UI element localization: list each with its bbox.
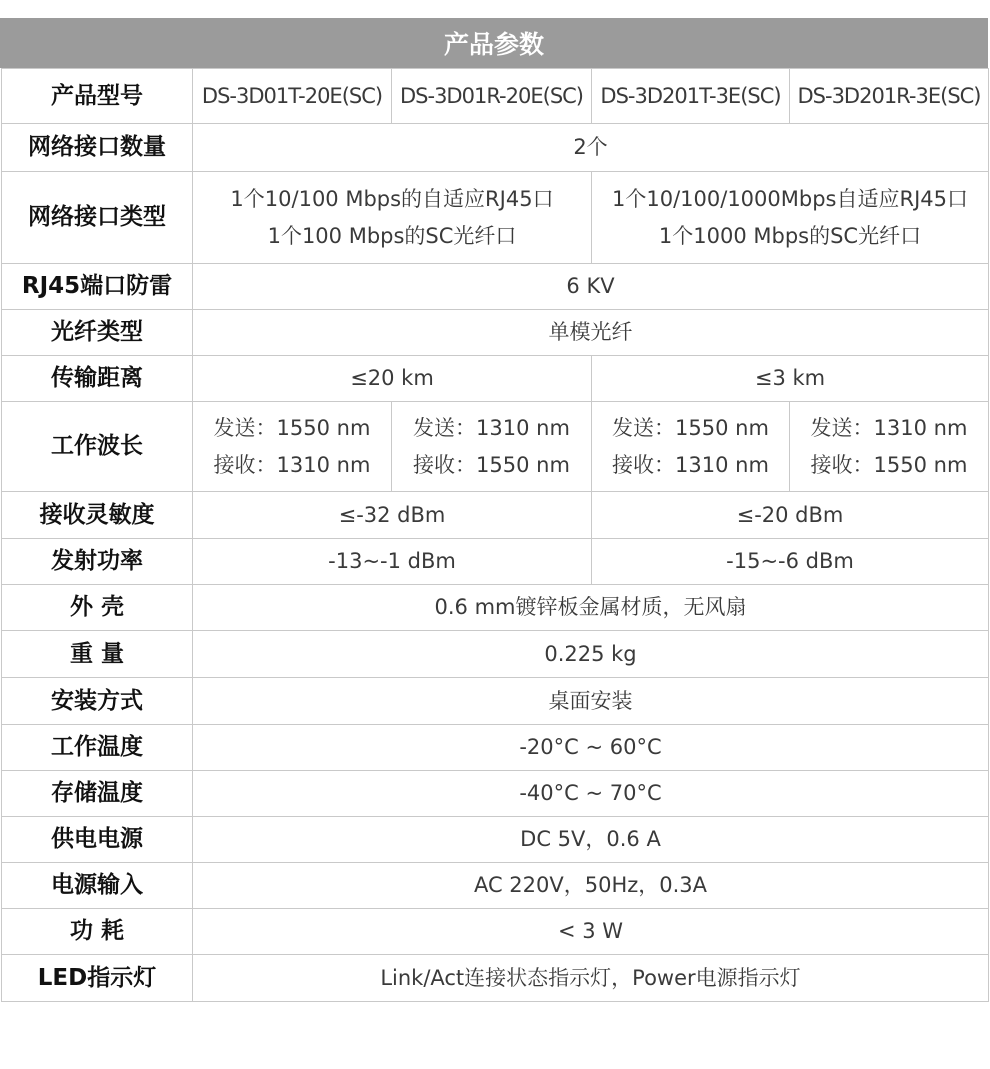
- value-cell: -13~-1 dBm: [193, 539, 592, 585]
- value-cell: DC 5V，0.6 A: [193, 817, 989, 863]
- wavelength-rx: 接收：1310 nm: [213, 452, 371, 477]
- table-row: [2, 955, 989, 1002]
- row-label: 功 耗: [2, 909, 193, 955]
- row-label: 网络接口类型: [2, 172, 193, 264]
- value-cell: 0.225 kg: [193, 631, 989, 678]
- row-label: RJ45端口防雷: [2, 264, 193, 310]
- value-cell: 0.6 mm镀锌板金属材质，无风扇: [193, 585, 989, 631]
- row-label: 光纤类型: [2, 310, 193, 356]
- value-cell: [193, 172, 592, 264]
- row-label: 发射功率: [2, 539, 193, 585]
- value-cell: 6 KV: [193, 264, 989, 310]
- table-row: [2, 310, 989, 356]
- row-label: 传输距离: [2, 356, 193, 402]
- value-cell: -40°C ~ 70°C: [193, 771, 989, 817]
- table-row: [2, 909, 989, 955]
- value-cell: 桌面安装: [193, 678, 989, 725]
- table-row: [2, 69, 989, 124]
- wavelength-tx: 发送：1310 nm: [810, 415, 968, 440]
- table-row: [2, 631, 989, 678]
- wavelength-tx: 发送：1550 nm: [612, 415, 769, 440]
- table-row: [2, 492, 989, 539]
- wavelength-tx: 发送：1550 nm: [213, 415, 371, 440]
- row-label: 外 壳: [2, 585, 193, 631]
- model-cell: DS-3D01T-20E(SC): [193, 69, 392, 124]
- row-label: 接收灵敏度: [2, 492, 193, 539]
- value-cell: AC 220V，50Hz，0.3A: [193, 863, 989, 909]
- table-title: 产品参数: [0, 18, 988, 68]
- model-cell: DS-3D201R-3E(SC): [790, 69, 989, 124]
- row-label: 网络接口数量: [2, 124, 193, 172]
- table-row: [2, 356, 989, 402]
- value-cell: [592, 402, 790, 492]
- row-label: 存储温度: [2, 771, 193, 817]
- wavelength-rx: 接收：1310 nm: [612, 452, 769, 477]
- table-row: [2, 771, 989, 817]
- value-cell: 2个: [193, 124, 989, 172]
- row-label: 工作波长: [2, 402, 193, 492]
- table-row: [2, 817, 989, 863]
- wavelength-rx: 接收：1550 nm: [810, 452, 968, 477]
- value-cell: [592, 172, 989, 264]
- table-row: [2, 124, 989, 172]
- value-cell: Link/Act连接状态指示灯，Power电源指示灯: [193, 955, 989, 1002]
- port-type-line: 1个1000 Mbps的SC光纤口: [658, 223, 922, 248]
- table-row: [2, 402, 989, 492]
- value-cell: ≤20 km: [193, 356, 592, 402]
- row-label: LED指示灯: [2, 955, 193, 1002]
- table-row: [2, 264, 989, 310]
- row-label: 重 量: [2, 631, 193, 678]
- row-label: 电源输入: [2, 863, 193, 909]
- value-cell: [193, 402, 392, 492]
- wavelength-tx: 发送：1310 nm: [413, 415, 570, 440]
- value-cell: -15~-6 dBm: [592, 539, 989, 585]
- value-cell: -20°C ~ 60°C: [193, 725, 989, 771]
- model-cell: DS-3D01R-20E(SC): [392, 69, 592, 124]
- spec-table: [1, 68, 989, 1002]
- row-label: 安装方式: [2, 678, 193, 725]
- value-cell: [790, 402, 989, 492]
- value-cell: 单模光纤: [193, 310, 989, 356]
- row-label: 产品型号: [2, 69, 193, 124]
- port-type-line: 1个10/100/1000Mbps自适应RJ45口: [612, 186, 968, 211]
- wavelength-rx: 接收：1550 nm: [413, 452, 570, 477]
- port-type-line: 1个10/100 Mbps的自适应RJ45口: [230, 186, 554, 211]
- table-row: [2, 539, 989, 585]
- row-label: 工作温度: [2, 725, 193, 771]
- value-cell: < 3 W: [193, 909, 989, 955]
- port-type-line: 1个100 Mbps的SC光纤口: [267, 223, 517, 248]
- model-cell: DS-3D201T-3E(SC): [592, 69, 790, 124]
- value-cell: [392, 402, 592, 492]
- row-label: 供电电源: [2, 817, 193, 863]
- table-row: [2, 725, 989, 771]
- value-cell: ≤-20 dBm: [592, 492, 989, 539]
- table-row: [2, 678, 989, 725]
- value-cell: ≤-32 dBm: [193, 492, 592, 539]
- table-row: [2, 585, 989, 631]
- value-cell: ≤3 km: [592, 356, 989, 402]
- table-row: [2, 863, 989, 909]
- table-row: [2, 172, 989, 264]
